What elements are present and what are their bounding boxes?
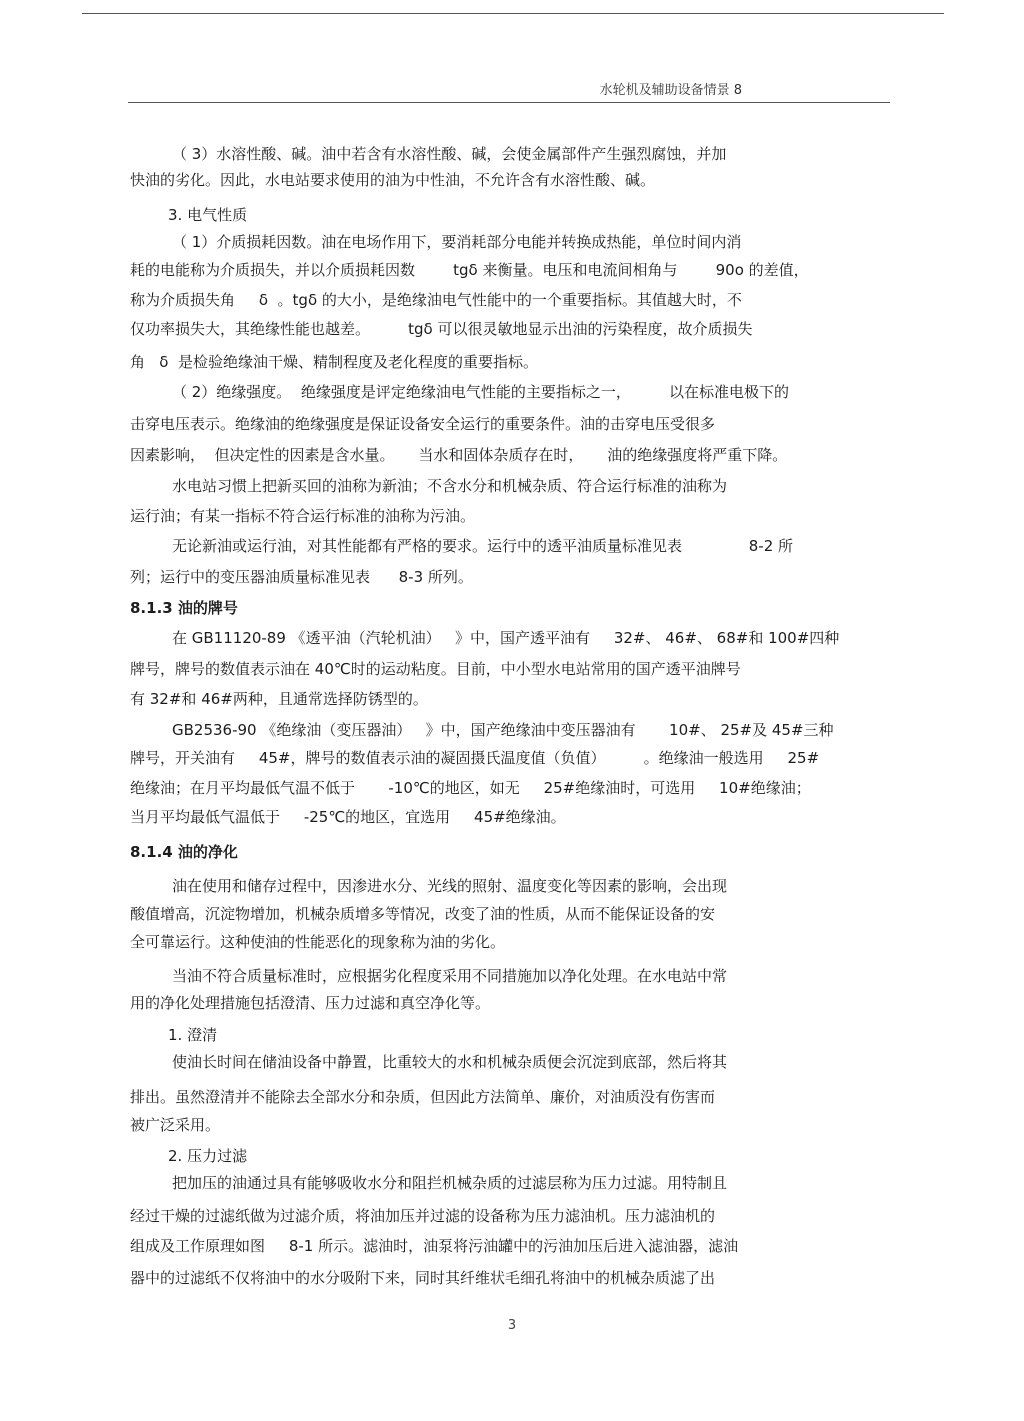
body-line: 把加压的油通过具有能够吸收水分和阻拦机械杂质的过滤层称为压力过滤。用特制且 [172,1174,728,1192]
body-line: 用的净化处理措施包括澄清、压力过滤和真空净化等。 [130,994,491,1012]
top-border-line [82,13,944,14]
body-line: 击穿电压表示。绝缘油的绝缘强度是保证设备安全运行的重要条件。油的击穿电压受很多 [130,415,716,433]
body-line: 油在使用和储存过程中，因渗进水分、光线的照射、温度变化等因素的影响，会出现 [172,877,728,895]
body-line: 无论新油或运行油，对其性能都有严格的要求。运行中的透平油质量标准见表 8-2 所 [172,537,794,555]
body-line: 当油不符合质量标准时，应根据劣化程度采用不同措施加以净化处理。在水电站中常 [172,967,728,985]
body-line: 牌号，牌号的数值表示油在 40℃时的运动粘度。目前，中小型水电站常用的国产透平油牌号 [130,660,741,678]
subsection-heading: 1. 澄清 [168,1026,218,1044]
body-line: 在 GB11120-89 《透平油（汽轮机油） 》中，国产透平油有 32#、 46#、 68#和 100#四种 [172,629,840,647]
body-line: 当月平均最低气温低于 -25℃的地区，宜选用 45#绝缘油。 [130,808,566,826]
running-header: 水轮机及辅助设备情景 8 [599,83,742,98]
body-line: 组成及工作原理如图 8-1 所示。滤油时，油泵将污油罐中的污油加压后进入滤油器，滤油 [130,1237,739,1255]
body-line: 因素影响， 但决定性的因素是含水量。 当水和固体杂质存在时， 油的绝缘强度将严重下降。 [130,446,788,464]
body-line: （ 2）绝缘强度。 绝缘强度是评定绝缘油电气性能的主要指标之一， 以在标准电极下的 [172,383,789,401]
body-line: 列；运行中的变压器油质量标准见表 8-3 所列。 [130,568,473,586]
body-line: 仅功率损失大，其绝缘性能也越差。 tgδ 可以很灵敏地显示出油的污染程度，故介质损失 [130,320,753,338]
body-line: 器中的过滤纸不仅将油中的水分吸附下来，同时其纤维状毛细孔将油中的机械杂质滤了出 [130,1269,716,1287]
section-heading: 8.1.3 油的牌号 [130,599,238,617]
body-line: GB2536-90 《绝缘油（变压器油） 》中，国产绝缘油中变压器油有 10#、 25#及 45#三种 [172,721,834,739]
section-heading: 8.1.4 油的净化 [130,843,238,861]
body-line: 酸值增高，沉淀物增加，机械杂质增多等情况，改变了油的性质，从而不能保证设备的安 [130,905,716,923]
body-line: 被广泛采用。 [130,1116,221,1134]
body-line: 绝缘油；在月平均最低气温不低于 -10℃的地区，如无 25#绝缘油时，可选用 10#绝缘油； [130,779,811,797]
body-line: 有 32#和 46#两种，且通常选择防锈型的。 [130,690,428,708]
body-line: 称为介质损失角 δ 。tgδ 的大小，是绝缘油电气性能中的一个重要指标。其值越大时，不 [130,291,742,309]
header-rule [128,102,890,103]
body-line: 排出。虽然澄清并不能除去全部水分和杂质，但因此方法简单、廉价，对油质没有伤害而 [130,1088,716,1106]
body-line: （ 3）水溶性酸、碱。油中若含有水溶性酸、碱，会使金属部件产生强烈腐蚀，并加 [172,145,727,163]
body-line: 水电站习惯上把新买回的油称为新油；不含水分和机械杂质、符合运行标准的油称为 [172,477,728,495]
body-line: 经过干燥的过滤纸做为过滤介质，将油加压并过滤的设备称为压力滤油机。压力滤油机的 [130,1207,716,1225]
body-line: 运行油；有某一指标不符合运行标准的油称为污油。 [130,507,476,525]
body-line: （ 1）介质损耗因数。油在电场作用下，要消耗部分电能并转换成热能，单位时间内消 [172,233,742,251]
body-line: 耗的电能称为介质损失，并以介质损耗因数 tgδ 来衡量。电压和电流间相角与 90o 的差值， [130,261,809,279]
subsection-heading: 2. 压力过滤 [168,1147,248,1165]
subsection-heading: 3. 电气性质 [168,206,248,224]
body-line: 快油的劣化。因此，水电站要求使用的油为中性油，不允许含有水溶性酸、碱。 [130,171,656,189]
body-line: 牌号，开关油有 45#，牌号的数值表示油的凝固摄氏温度值（负值） 。绝缘油一般选用 25# [130,749,820,767]
body-line: 角 δ 是检验绝缘油干燥、精制程度及老化程度的重要指标。 [130,353,539,371]
body-line: 全可靠运行。这种使油的性能恶化的现象称为油的劣化。 [130,933,506,951]
page-number: 3 [507,1318,517,1333]
body-line: 使油长时间在储油设备中静置，比重较大的水和机械杂质便会沉淀到底部，然后将其 [172,1053,728,1071]
